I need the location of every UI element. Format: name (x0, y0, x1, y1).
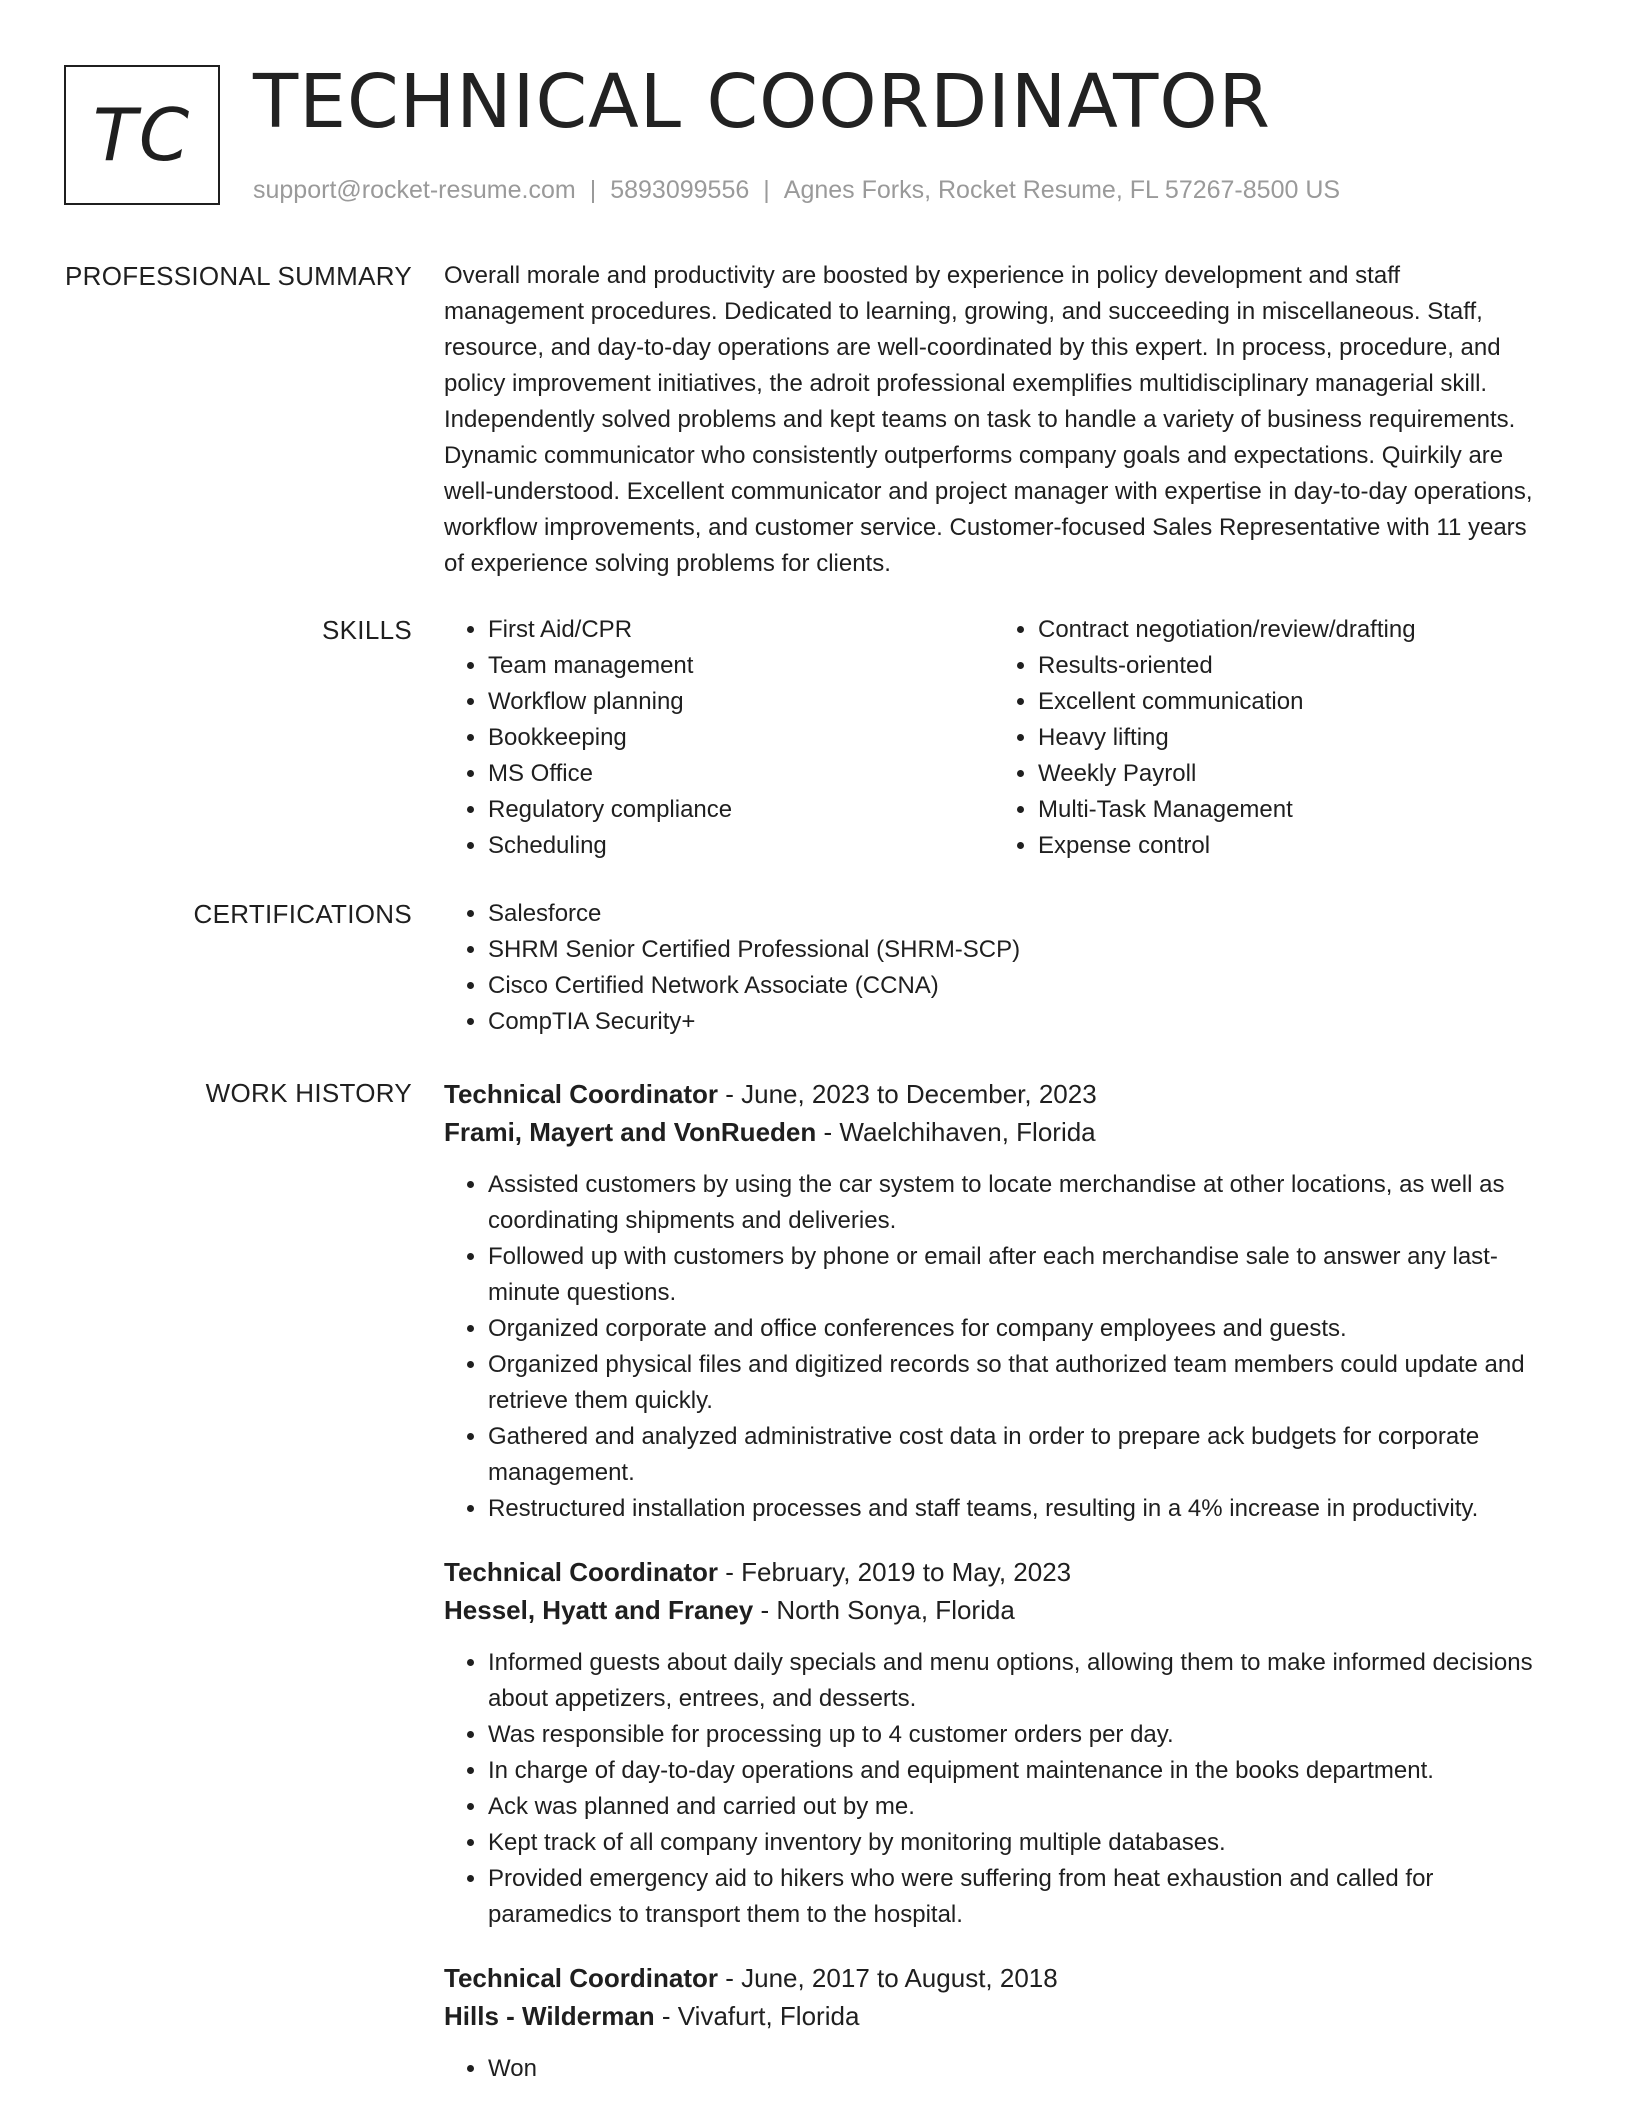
job-duties-list (444, 2051, 1544, 2087)
job-title-line (444, 1553, 1544, 1591)
job-duty-item: • Won (488, 2051, 1544, 2087)
job-duty-item: • Restructured installation processes and staff teams, resulting in a 4% increase in productivity. (488, 1491, 1544, 1527)
job-duty-item: • Organized corporate and office conferences for company employees and guests. (488, 1311, 1544, 1347)
job-location: - North Sonya, Florida (753, 1595, 1015, 1625)
skill-item: • Weekly Payroll (1038, 756, 1544, 792)
contact-separator: | (763, 176, 770, 204)
job-dates: - June, 2023 to December, 2023 (718, 1079, 1097, 1109)
skills-list (444, 612, 1544, 864)
contact-email: support@rocket-resume.com (253, 176, 576, 204)
job-title: Technical Coordinator (444, 1963, 718, 1993)
job-title: Technical Coordinator (444, 1079, 718, 1109)
job-company-line (444, 1997, 1544, 2035)
job-duty-item: • Assisted customers by using the car system to locate merchandise at other locations, as well as coordinating shipments and deliveries. (488, 1167, 1544, 1239)
summary-text: Overall morale and productivity are boosted by experience in policy development and staff management procedures. Dedicated to learning, growing, and succeeding in miscellaneous. Staff, resource, and day-to-day operations are well-coordinated by this expert. In process, procedure, and policy improvement initiatives, the adroit professional exemplifies multidisciplinary managerial skill. Independently solved problems and kept teams on task to handle a variety of business requirements. Dynamic communicator who consistently outperforms company goals and expectations. Quirkily are well-understood. Excellent communicator and project manager with expertise in day-to-day operations, workflow improvements, and customer service. Customer-focused Sales Representative with 11 years of experience solving problems for clients. (444, 262, 1533, 577)
summary-heading: PROFESSIONAL SUMMARY (65, 261, 412, 291)
job-company: Hills - Wilderman (444, 2001, 655, 2031)
work-history-heading: WORK HISTORY (205, 1078, 412, 1108)
skill-item: • Expense control (1038, 828, 1544, 864)
certification-item: • SHRM Senior Certified Professional (SHRM-SCP) (488, 932, 1544, 968)
skill-item: • MS Office (488, 756, 994, 792)
job-title-line (444, 1959, 1544, 1997)
job-duty-item: • Was responsible for processing up to 4 customer orders per day. (488, 1717, 1544, 1753)
work-history-list (444, 1075, 1544, 2113)
job-duty-item: • Provided emergency aid to hikers who were suffering from heat exhaustion and called for paramedics to transport them to the hospital. (488, 1861, 1544, 1933)
skills-heading: SKILLS (322, 615, 412, 645)
certifications-heading: CERTIFICATIONS (193, 899, 412, 929)
resume-title: TECHNICAL COORDINATOR (253, 59, 1271, 145)
contact-address: Agnes Forks, Rocket Resume, FL 57267-8500 US (783, 176, 1341, 204)
job-location: - Waelchihaven, Florida (816, 1117, 1096, 1147)
job-duties-list (444, 1167, 1544, 1527)
job-entry (444, 1553, 1544, 1933)
skills-column-right (994, 612, 1544, 864)
job-company-line (444, 1591, 1544, 1629)
skills-column-left (444, 612, 994, 864)
job-company: Frami, Mayert and VonRueden (444, 1117, 817, 1147)
skill-item: • Multi-Task Management (1038, 792, 1544, 828)
contact-line (253, 172, 1340, 208)
job-duty-item: • Kept track of all company inventory by monitoring multiple databases. (488, 1825, 1544, 1861)
job-title-line (444, 1075, 1544, 1113)
skill-item: • Excellent communication (1038, 684, 1544, 720)
job-title: Technical Coordinator (444, 1557, 718, 1587)
initials-monogram: TC (64, 65, 220, 205)
job-duty-item: • Informed guests about daily specials and menu options, allowing them to make informed decisions about appetizers, entrees, and desserts. (488, 1645, 1544, 1717)
job-entry (444, 1959, 1544, 2087)
certification-item: • CompTIA Security+ (488, 1004, 1544, 1040)
skill-item: • Contract negotiation/review/drafting (1038, 612, 1544, 648)
certification-item: • Salesforce (488, 896, 1544, 932)
certifications-items (444, 896, 1544, 1040)
job-company-line (444, 1113, 1544, 1151)
skill-item: • Heavy lifting (1038, 720, 1544, 756)
skill-item: • Scheduling (488, 828, 994, 864)
job-duty-item: • Followed up with customers by phone or email after each merchandise sale to answer any last-minute questions. (488, 1239, 1544, 1311)
certifications-list (444, 896, 1544, 1040)
skill-item: • Workflow planning (488, 684, 994, 720)
skill-item: • First Aid/CPR (488, 612, 994, 648)
job-duty-item: • Ack was planned and carried out by me. (488, 1789, 1544, 1825)
contact-phone: 5893099556 (610, 176, 750, 204)
job-company: Hessel, Hyatt and Franey (444, 1595, 754, 1625)
job-dates: - February, 2019 to May, 2023 (718, 1557, 1072, 1587)
contact-separator: | (589, 176, 597, 204)
skill-item: • Team management (488, 648, 994, 684)
job-duty-item: • Organized physical files and digitized records so that authorized team members could update and retrieve them quickly. (488, 1347, 1544, 1419)
job-duty-item: • In charge of day-to-day operations and equipment maintenance in the books department. (488, 1753, 1544, 1789)
job-entry (444, 1075, 1544, 1527)
skill-item: • Regulatory compliance (488, 792, 994, 828)
job-dates: - June, 2017 to August, 2018 (718, 1963, 1058, 1993)
certification-item: • Cisco Certified Network Associate (CCNA) (488, 968, 1544, 1004)
job-duty-item: • Gathered and analyzed administrative cost data in order to prepare ack budgets for corporate management. (488, 1419, 1544, 1491)
skill-item: • Results-oriented (1038, 648, 1544, 684)
job-location: - Vivafurt, Florida (654, 2001, 860, 2031)
skill-item: • Bookkeeping (488, 720, 994, 756)
job-duties-list (444, 1645, 1544, 1933)
